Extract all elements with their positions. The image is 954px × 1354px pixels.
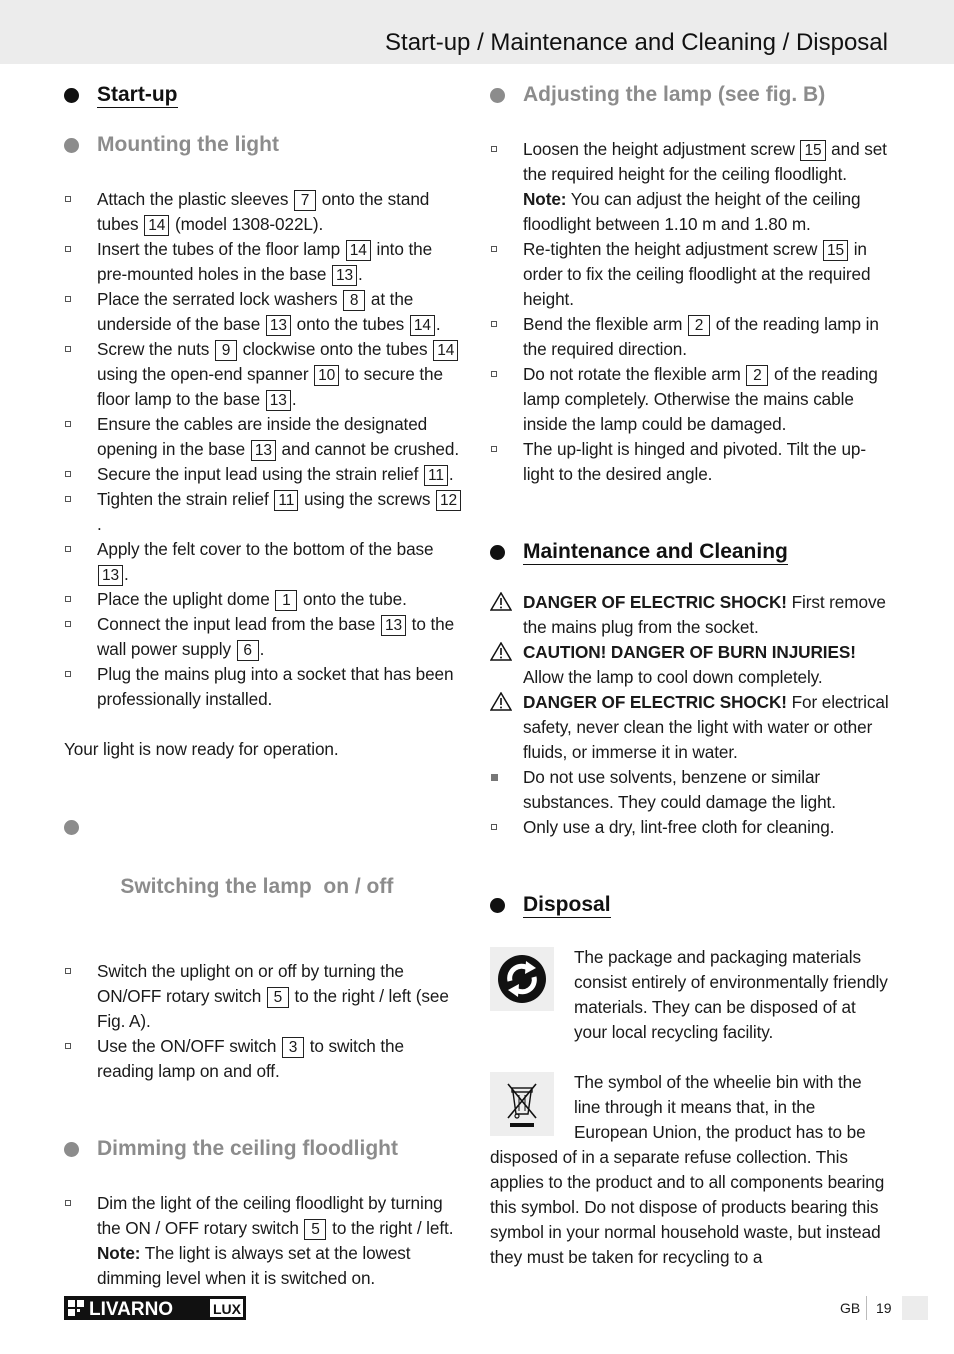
- item-text: Dim the light of the ceiling floodlight by turning the ON / OFF rotary switch: [97, 1193, 443, 1238]
- square-bullet-icon: [491, 824, 497, 830]
- heading-mounting: Mounting the light: [64, 130, 464, 160]
- square-bullet-icon: [65, 296, 71, 302]
- mounting-step: [64, 337, 464, 412]
- item-text: to the right / left.: [327, 1218, 454, 1238]
- item-text: Re-tighten the height adjustment screw: [523, 239, 822, 259]
- item-text: .: [259, 639, 265, 659]
- item-text: Do not use solvents, benzene or similar substances. They could damage the light.: [523, 767, 836, 812]
- part-number-box: 13: [266, 390, 291, 411]
- item-text: clockwise onto the tubes: [237, 339, 433, 359]
- bullet-dot-icon: [64, 88, 79, 103]
- heading-dimming: Dimming the ceiling floodlight: [64, 1134, 464, 1164]
- square-bullet-icon: [491, 321, 497, 327]
- item-text: at the underside of the base: [97, 289, 414, 334]
- mounting-step: [64, 662, 464, 712]
- adjusting-step: [490, 137, 892, 237]
- square-bullet-icon: [65, 671, 71, 677]
- item-text: Loosen the height adjustment screw: [523, 139, 800, 159]
- part-number-box: 8: [343, 290, 365, 311]
- item-text: Screw the nuts: [97, 339, 214, 359]
- bullet-dot-icon: [64, 138, 79, 153]
- heading-disposal: Disposal: [490, 890, 892, 920]
- square-bullet-icon: [65, 968, 71, 974]
- item-text: to secure the floor lamp to the base: [97, 364, 443, 409]
- square-bullet-icon: [65, 621, 71, 627]
- switching-step: [64, 959, 464, 1034]
- bullet-dot-icon: [64, 820, 79, 835]
- adjusting-step: [490, 362, 892, 437]
- adjusting-step: [490, 312, 892, 362]
- mounting-list: [64, 187, 464, 712]
- part-number-box: 2: [746, 365, 768, 386]
- logo-brand: LIVARNO: [89, 1299, 174, 1320]
- item-text: Insert the tubes of the floor lamp: [97, 239, 345, 259]
- warning-triangle-icon: [490, 692, 512, 711]
- dimming-list: [64, 1191, 464, 1241]
- square-bullet-icon: [65, 496, 71, 502]
- square-bullet-icon: [65, 1200, 71, 1206]
- switching-step: [64, 1034, 464, 1084]
- part-number-box: 11: [274, 490, 298, 511]
- square-bullet-icon: [491, 774, 498, 781]
- item-text: .: [97, 514, 102, 534]
- item-text: to the right / left (see Fig. A).: [97, 986, 449, 1031]
- mounting-step: [64, 487, 464, 537]
- item-text: Plug the mains plug into a socket that has been professionally installed.: [97, 664, 454, 709]
- part-number-box: 1: [275, 590, 297, 611]
- part-number-box: 11: [424, 465, 448, 486]
- mounting-step: [64, 187, 464, 237]
- warning-item: [490, 640, 892, 690]
- item-text: Connect the input lead from the base: [97, 614, 380, 634]
- part-number-box: 7: [294, 190, 316, 211]
- disposal-packaging: The package and packaging materials consist entirely of environmentally friendly materials. They can be disposed of at your local recycling facility.: [490, 945, 892, 1045]
- square-bullet-icon: [65, 346, 71, 352]
- mounting-step: [64, 587, 464, 612]
- item-text: and cannot be crushed.: [276, 439, 459, 459]
- square-bullet-icon: [65, 471, 71, 477]
- item-text: .: [448, 464, 454, 484]
- item-text: .: [124, 564, 129, 584]
- switching-list: [64, 959, 464, 1084]
- mounting-step: [64, 537, 464, 587]
- item-text: (model 1308-022L).: [170, 214, 324, 234]
- item-text: to switch the reading lamp on and off.: [97, 1036, 404, 1081]
- page-number: 19: [876, 1300, 892, 1316]
- item-text: into the pre-mounted holes in the base: [97, 239, 433, 284]
- warning-title: DANGER OF ELECTRIC SHOCK!: [523, 592, 787, 612]
- item-text: Ensure the cables are inside the designated opening in the base: [97, 414, 428, 459]
- maintenance-step: [490, 815, 892, 840]
- warning-item: [490, 690, 892, 765]
- part-number-box: 13: [251, 440, 276, 461]
- item-text: onto the tubes: [291, 314, 409, 334]
- page-title: Start-up / Maintenance and Cleaning / Disposal: [385, 29, 888, 56]
- part-number-box: 3: [282, 1037, 304, 1058]
- item-text: Attach the plastic sleeves: [97, 189, 294, 209]
- item-text: and set the required height for the ceiling floodlight.: [523, 139, 887, 184]
- square-bullet-icon: [491, 246, 497, 252]
- bullet-dot-icon: [490, 898, 505, 913]
- square-bullet-icon: [491, 446, 497, 452]
- mounting-step: [64, 237, 464, 287]
- item-text: .: [358, 264, 363, 284]
- item-text: Place the uplight dome: [97, 589, 275, 609]
- heading-maintenance: Maintenance and Cleaning: [490, 537, 892, 567]
- item-text: Do not rotate the flexible arm: [523, 364, 746, 384]
- item-text: Apply the felt cover to the bottom of the base: [97, 539, 434, 559]
- part-number-box: 13: [332, 265, 357, 286]
- part-number-box: 13: [381, 615, 406, 636]
- item-text: Switch the uplight on or off by turning the ON/OFF rotary switch: [97, 961, 404, 1006]
- green-dot-recycling-icon: [490, 947, 554, 1011]
- square-bullet-icon: [65, 1043, 71, 1049]
- adjusting-note: Note: You can adjust the height of the ceiling floodlight between 1.10 m and 1.80 m.: [523, 189, 861, 234]
- bullet-dot-icon: [490, 88, 505, 103]
- livarno-lux-logo: [64, 1296, 246, 1320]
- part-number-box: 2: [688, 315, 710, 336]
- part-number-box: 13: [98, 565, 123, 586]
- square-bullet-icon: [65, 421, 71, 427]
- disposal-wheelie-bin: The symbol of the wheelie bin with the line through it means that, in the European Union, the product has to be disposed of in a separate refuse collection. This applies to the product and to all components bearing this symbol. Do not dispose of products bearing this symbol in your normal household waste, but instead they must be taken for recycling to a: [490, 1072, 885, 1267]
- item-text: to the wall power supply: [97, 614, 455, 659]
- maintenance-step: [490, 765, 892, 815]
- item-text: onto the tube.: [298, 589, 407, 609]
- adjusting-list: [490, 137, 892, 487]
- ready-text: Your light is now ready for operation.: [64, 739, 339, 759]
- maintenance-list: [490, 590, 892, 840]
- square-bullet-icon: [65, 196, 71, 202]
- square-bullet-icon: [65, 246, 71, 252]
- heading-switching: Switching the lamp on / off: [64, 812, 464, 932]
- item-text: onto the stand tubes: [97, 189, 430, 234]
- dimming-step: [64, 1191, 464, 1241]
- item-text: Place the serrated lock washers: [97, 289, 343, 309]
- part-number-box: 10: [314, 365, 339, 386]
- mounting-step: [64, 412, 464, 462]
- part-number-box: 13: [266, 315, 291, 336]
- item-text: using the screws: [299, 489, 436, 509]
- part-number-box: 14: [346, 240, 371, 261]
- item-text: Use the ON/OFF switch: [97, 1036, 282, 1056]
- heading-adjusting: Adjusting the lamp (see fig. B): [490, 80, 892, 110]
- item-text: using the open-end spanner: [97, 364, 314, 384]
- square-bullet-icon: [491, 146, 497, 152]
- square-bullet-icon: [65, 596, 71, 602]
- part-number-box: 5: [304, 1219, 326, 1240]
- warning-triangle-icon: [490, 592, 512, 611]
- adjusting-step: [490, 237, 892, 312]
- warning-title: CAUTION! DANGER OF BURN INJURIES!: [523, 642, 856, 662]
- part-number-box: 14: [433, 340, 458, 361]
- warning-title: DANGER OF ELECTRIC SHOCK!: [523, 692, 787, 712]
- part-number-box: 15: [823, 240, 848, 261]
- item-text: Only use a dry, lint-free cloth for cleaning.: [523, 817, 835, 837]
- footer-divider: [866, 1296, 867, 1320]
- warning-item: [490, 590, 892, 640]
- item-text: in order to fix the ceiling floodlight at the required height.: [523, 239, 871, 309]
- mounting-step: [64, 287, 464, 337]
- part-number-box: 14: [144, 215, 169, 236]
- warning-triangle-icon: [490, 642, 512, 661]
- item-text: Tighten the strain relief: [97, 489, 274, 509]
- left-column: [64, 80, 464, 1291]
- item-text: of the reading lamp completely. Otherwise the mains cable inside the lamp could be damaged.: [523, 364, 878, 434]
- right-column: [490, 80, 892, 1270]
- part-number-box: 5: [267, 987, 289, 1008]
- footer-box: [902, 1296, 928, 1320]
- square-bullet-icon: [65, 546, 71, 552]
- mounting-step: [64, 612, 464, 662]
- part-number-box: 9: [215, 340, 237, 361]
- mounting-step: [64, 462, 464, 487]
- warning-text: For electrical safety, never clean the light with water or other fluids, or immerse it in water.: [523, 692, 889, 762]
- square-bullet-icon: [491, 371, 497, 377]
- footer-language: GB: [840, 1300, 861, 1316]
- part-number-box: 15: [800, 140, 825, 161]
- adjusting-step: [490, 437, 892, 487]
- part-number-box: 6: [237, 640, 259, 661]
- bullet-dot-icon: [490, 545, 505, 560]
- part-number-box: 14: [410, 315, 435, 336]
- item-text: The up-light is hinged and pivoted. Tilt the up-light to the desired angle.: [523, 439, 866, 484]
- item-text: Secure the input lead using the strain relief: [97, 464, 423, 484]
- warning-text: Allow the lamp to cool down completely.: [523, 667, 823, 687]
- bullet-dot-icon: [64, 1142, 79, 1157]
- crossed-wheelie-bin-icon: [490, 1072, 554, 1136]
- item-text: .: [291, 389, 297, 409]
- item-text: Bend the flexible arm: [523, 314, 688, 334]
- item-text: .: [435, 314, 441, 334]
- heading-start-up: Start-up: [64, 80, 464, 110]
- item-text: of the reading lamp in the required direction.: [523, 314, 879, 359]
- part-number-box: 12: [436, 490, 461, 511]
- dimming-note: Note: The light is always set at the lowest dimming level when it is switched on.: [97, 1243, 411, 1288]
- logo-brand-suffix: LUX: [213, 1301, 241, 1317]
- warning-text: First remove the mains plug from the socket.: [523, 592, 886, 637]
